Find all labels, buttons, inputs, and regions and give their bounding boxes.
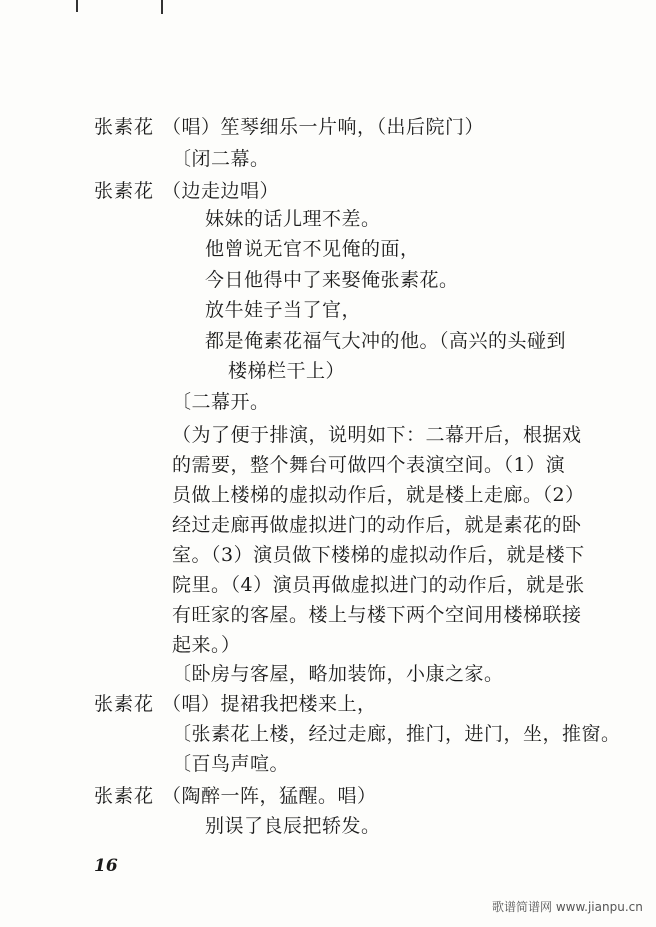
lyric-line-continuation: 楼梯栏干上） bbox=[228, 360, 346, 382]
staging-note-line: 经过走廊再做虚拟进门的动作后，就是素花的卧 bbox=[172, 514, 582, 536]
staging-note-line: 院里。（4）演员再做虚拟进门的动作后，就是张 bbox=[172, 574, 585, 596]
lyric-line: 妹妹的话儿理不差。 bbox=[205, 208, 381, 230]
stage-direction: 〔张素花上楼，经过走廊，推门，进门，坐，推窗。 bbox=[172, 723, 621, 745]
staging-note-line: 室。（3）演员做下楼梯的虚拟动作后，就是楼下 bbox=[172, 544, 585, 566]
script-line: （唱）提裙我把楼来上， bbox=[162, 693, 377, 715]
staging-note-line: 有旺家的客屋。楼上与楼下两个空间用楼梯联接 bbox=[172, 604, 582, 626]
script-line: （陶醉一阵，猛醒。唱） bbox=[162, 785, 377, 807]
stage-direction: 〔卧房与客屋，略加装饰，小康之家。 bbox=[172, 663, 504, 685]
stage-direction: 〔闭二幕。 bbox=[172, 148, 270, 170]
staging-note-line: （为了便于排演，说明如下：二幕开后，根据戏 bbox=[172, 424, 582, 446]
scan-edge-mark-right bbox=[161, 0, 163, 14]
script-line: （唱）笙琴细乐一片响，（出后院门） bbox=[162, 116, 485, 138]
lyric-line: 今日他得中了来娶俺张素花。 bbox=[205, 269, 459, 291]
stage-direction: 〔二幕开。 bbox=[172, 391, 270, 413]
speaker-label: 张素花 bbox=[94, 180, 155, 202]
lyric-line: 放牛娃子当了官， bbox=[205, 299, 362, 321]
staging-note-line: 员做上楼梯的虚拟动作后，就是楼上走廊。（2） bbox=[172, 484, 585, 506]
lyric-line: 都是俺素花福气大冲的他。（高兴的头碰到 bbox=[205, 330, 567, 352]
stage-direction: 〔百鸟声喧。 bbox=[172, 753, 290, 775]
speaker-label: 张素花 bbox=[94, 693, 155, 715]
watermark: 歌谱简谱网 www.jianpu.cn bbox=[492, 900, 643, 914]
speaker-label: 张素花 bbox=[94, 116, 155, 138]
lyric-line: 他曾说无官不见俺的面， bbox=[205, 238, 420, 260]
lyric-line: 别误了良辰把轿发。 bbox=[205, 815, 381, 837]
staging-note-line: 起来。） bbox=[172, 634, 241, 656]
staging-note-line: 的需要，整个舞台可做四个表演空间。（1）演 bbox=[172, 454, 566, 476]
scan-edge-mark-left bbox=[76, 0, 78, 12]
speaker-label: 张素花 bbox=[94, 785, 155, 807]
page-number: 16 bbox=[94, 856, 118, 876]
script-line: （边走边唱） bbox=[162, 180, 280, 202]
